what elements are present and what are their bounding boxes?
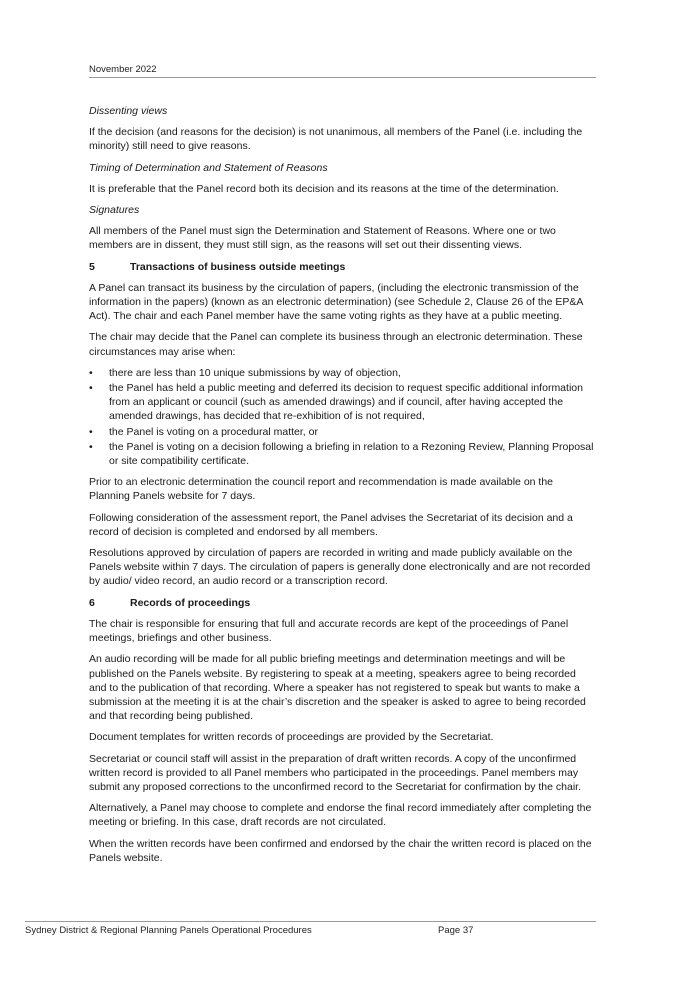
section-5-paragraph-3: Prior to an electronic determination the council report and recommendation is made available on the Planning Panels website for 7 days. [89,476,554,503]
section-5-heading [89,260,596,274]
dissenting-views-heading: Dissenting views [89,105,168,117]
signatures-heading: Signatures [89,204,140,217]
section-6-paragraph-2: An audio recording will be made for all public briefing meetings and determination meetings and will be published on the Panels website. By registering to speak at a meeting, speakers agree to being recorded and to the publication of that recording. Where a speaker has not registered to speak but wants to make a submission at the meeting it is at the chair’s discretion and the speaker is asked to agree to being recorded and that recording being published. [89,653,586,723]
section-6-heading [89,596,596,610]
dissenting-views-paragraph: If the decision (and reasons for the decision) is not unanimous, all members of the Panel (i.e. including the minority) still need to give reasons. [89,126,583,153]
list-item: • the Panel is voting on a procedural matter, or [89,425,596,439]
list-item: • the Panel is voting on a decision following a briefing in relation to a Rezoning Review, Planning Proposal or site compatibility certificate. [89,440,596,468]
section-5-paragraph-1: A Panel can transact its business by the circulation of papers, (including the electronic transmission of the information in the papers) (known as an electronic determination) (see Schedule 2, Clause 26 of the EP&A Act). The chair and each Panel member have the same voting rights as they have at a public meeting. [89,281,583,323]
header-divider [89,77,596,78]
list-item: • the Panel has held a public meeting and deferred its decision to request specific additional information from an applicant or council (such as amended drawings) and if council, after having accepted the amended drawings, has decided that re-exhibition of is not required, [89,381,596,424]
section-6-paragraph-4: Secretariat or council staff will assist in the preparation of draft written records. A copy of the unconfirmed written record is provided to all Panel members who participated in the proceedings. Panel members may submit any proposed corrections to the unconfirmed record to the Secretariat for confirmation by the chair. [89,752,581,793]
document-body [89,104,596,872]
timing-paragraph: It is preferable that the Panel record both its decision and its reasons at the time of the determination. [89,182,559,195]
list-item: • there are less than 10 unique submissions by way of objection, [89,366,596,380]
footer-page-number: Page 37 [438,925,474,936]
section-6-paragraph-5: Alternatively, a Panel may choose to complete and endorse the final record immediately after completing the meeting or briefing. In this case, draft records are not circulated. [89,802,592,829]
footer-document-title: Sydney District & Regional Planning Panels Operational Procedures [25,925,312,936]
section-6-paragraph-1: The chair is responsible for ensuring that full and accurate records are kept of the proceedings of Panel meetings, briefings and other business. [89,617,569,645]
timing-heading: Timing of Determination and Statement of Reasons [89,161,328,174]
signatures-paragraph: All members of the Panel must sign the Determination and Statement of Reasons. Where one or two members are in dissent, they must still sign, as the reasons will set out their dissenting views. [89,225,556,252]
section-5-paragraph-5: Resolutions approved by circulation of papers are recorded in writing and made publicly available on the Panels website within 7 days. The circulation of papers is generally done electronically and are not recorded by audio/ video record, an audio record or a transcription record. [89,547,591,588]
section-5-title: Transactions of business outside meetings [130,260,346,273]
section-6-title: Records of proceedings [130,596,251,609]
section-5-paragraph-2: The chair may decide that the Panel can complete its business through an electronic determination. These circumstances may arise when: [89,331,583,358]
section-6-paragraph-6: When the written records have been confirmed and endorsed by the chair the written record is placed on the Panels website. [89,837,592,864]
page-header-date: November 2022 [89,64,157,75]
circumstances-list [89,366,596,468]
section-6-number: 6 [89,596,95,609]
section-5-number: 5 [89,260,95,273]
section-6-paragraph-3: Document templates for written records of proceedings are provided by the Secretariat. [89,731,494,744]
footer-divider [25,921,596,922]
section-5-paragraph-4: Following consideration of the assessment report, the Panel advises the Secretariat of its decision and a record of decision is completed and endorsed by all members. [89,511,573,538]
